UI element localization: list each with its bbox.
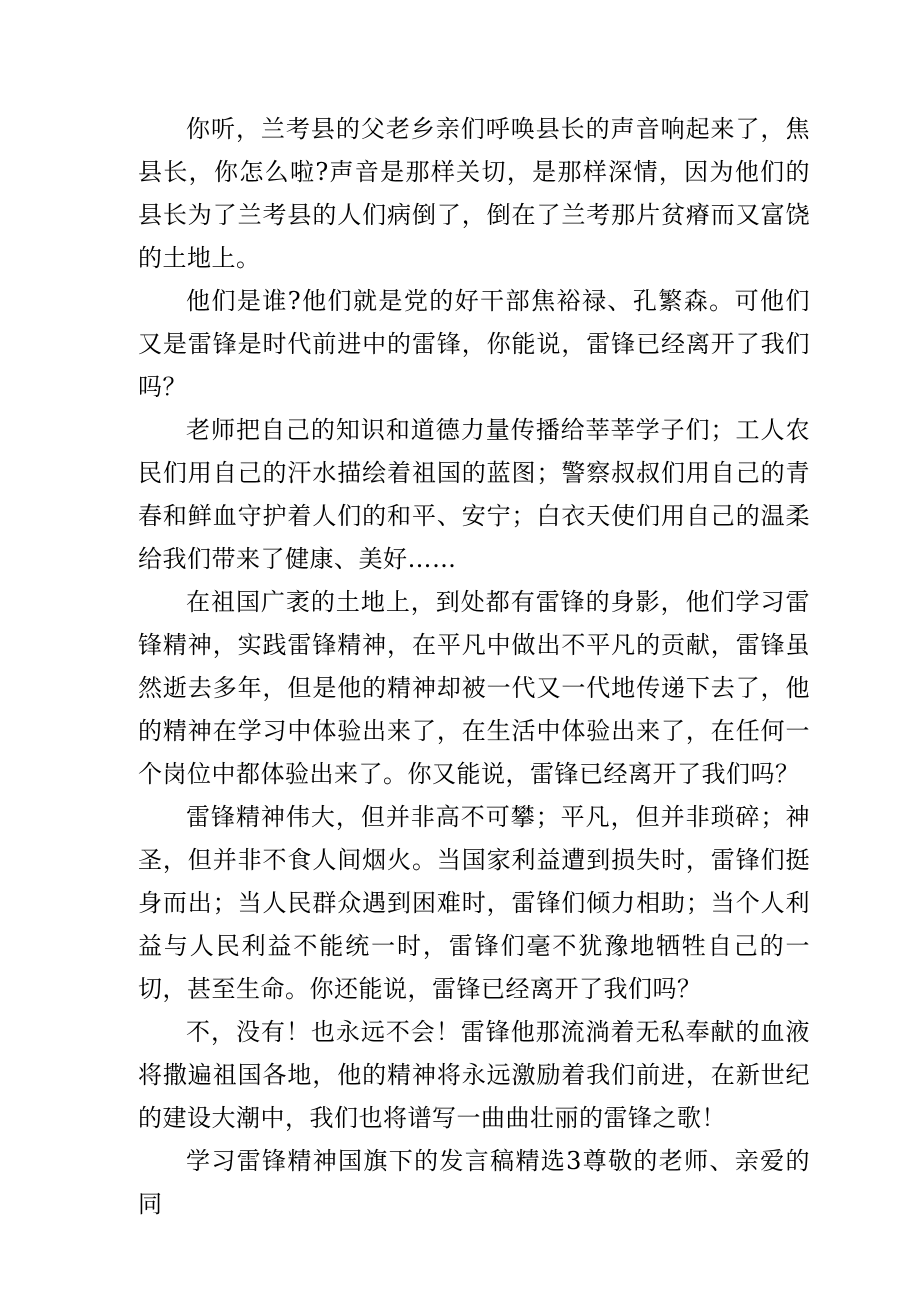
paragraph-1: 你听，兰考县的父老乡亲们呼唤县长的声音响起来了，焦县长，你怎么啦?声音是那样关切，是那样深情，因为他们的县长为了兰考县的人们病倒了，倒在了兰考那片贫瘠而又富饶的土地上。 xyxy=(138,115,810,272)
paragraph-7: 学习雷锋精神国旗下的发言稿精选3尊敬的老师、亲爱的同 xyxy=(138,1147,810,1218)
paragraph-5: 雷锋精神伟大，但并非高不可攀；平凡，但并非琐碎；神圣，但并非不食人间烟火。当国家利益遭到损失时，雷锋们挺身而出；当人民群众遇到困难时，雷锋们倾力相助；当个人利益与人民利益不能统一时，雷锋们毫不犹豫地牺牲自己的一切，甚至生命。你还能说，雷锋已经离开了我们吗？ xyxy=(138,803,810,1003)
paragraph-6: 不，没有！也永远不会！雷锋他那流淌着无私奉献的血液将撒遍祖国各地，他的精神将永远激励着我们前进，在新世纪的建设大潮中，我们也将谱写一曲曲壮丽的雷锋之歌！ xyxy=(138,1018,810,1132)
paragraph-3: 老师把自己的知识和道德力量传播给莘莘学子们；工人农民们用自己的汗水描绘着祖国的蓝图；警察叔叔们用自己的青春和鲜血守护着人们的和平、安宁；白衣天使们用自己的温柔给我们带来了健康、美好…… xyxy=(138,416,810,573)
paragraph-4: 在祖国广袤的土地上，到处都有雷锋的身影，他们学习雷锋精神，实践雷锋精神，在平凡中做出不平凡的贡献，雷锋虽然逝去多年，但是他的精神却被一代又一代地传递下去了，他的精神在学习中体验出来了，在生活中体验出来了，在任何一个岗位中都体验出来了。你又能说，雷锋已经离开了我们吗？ xyxy=(138,588,810,788)
paragraph-2: 他们是谁?他们就是党的好干部焦裕禄、孔繁森。可他们又是雷锋是时代前进中的雷锋，你能说，雷锋已经离开了我们吗？ xyxy=(138,287,810,401)
